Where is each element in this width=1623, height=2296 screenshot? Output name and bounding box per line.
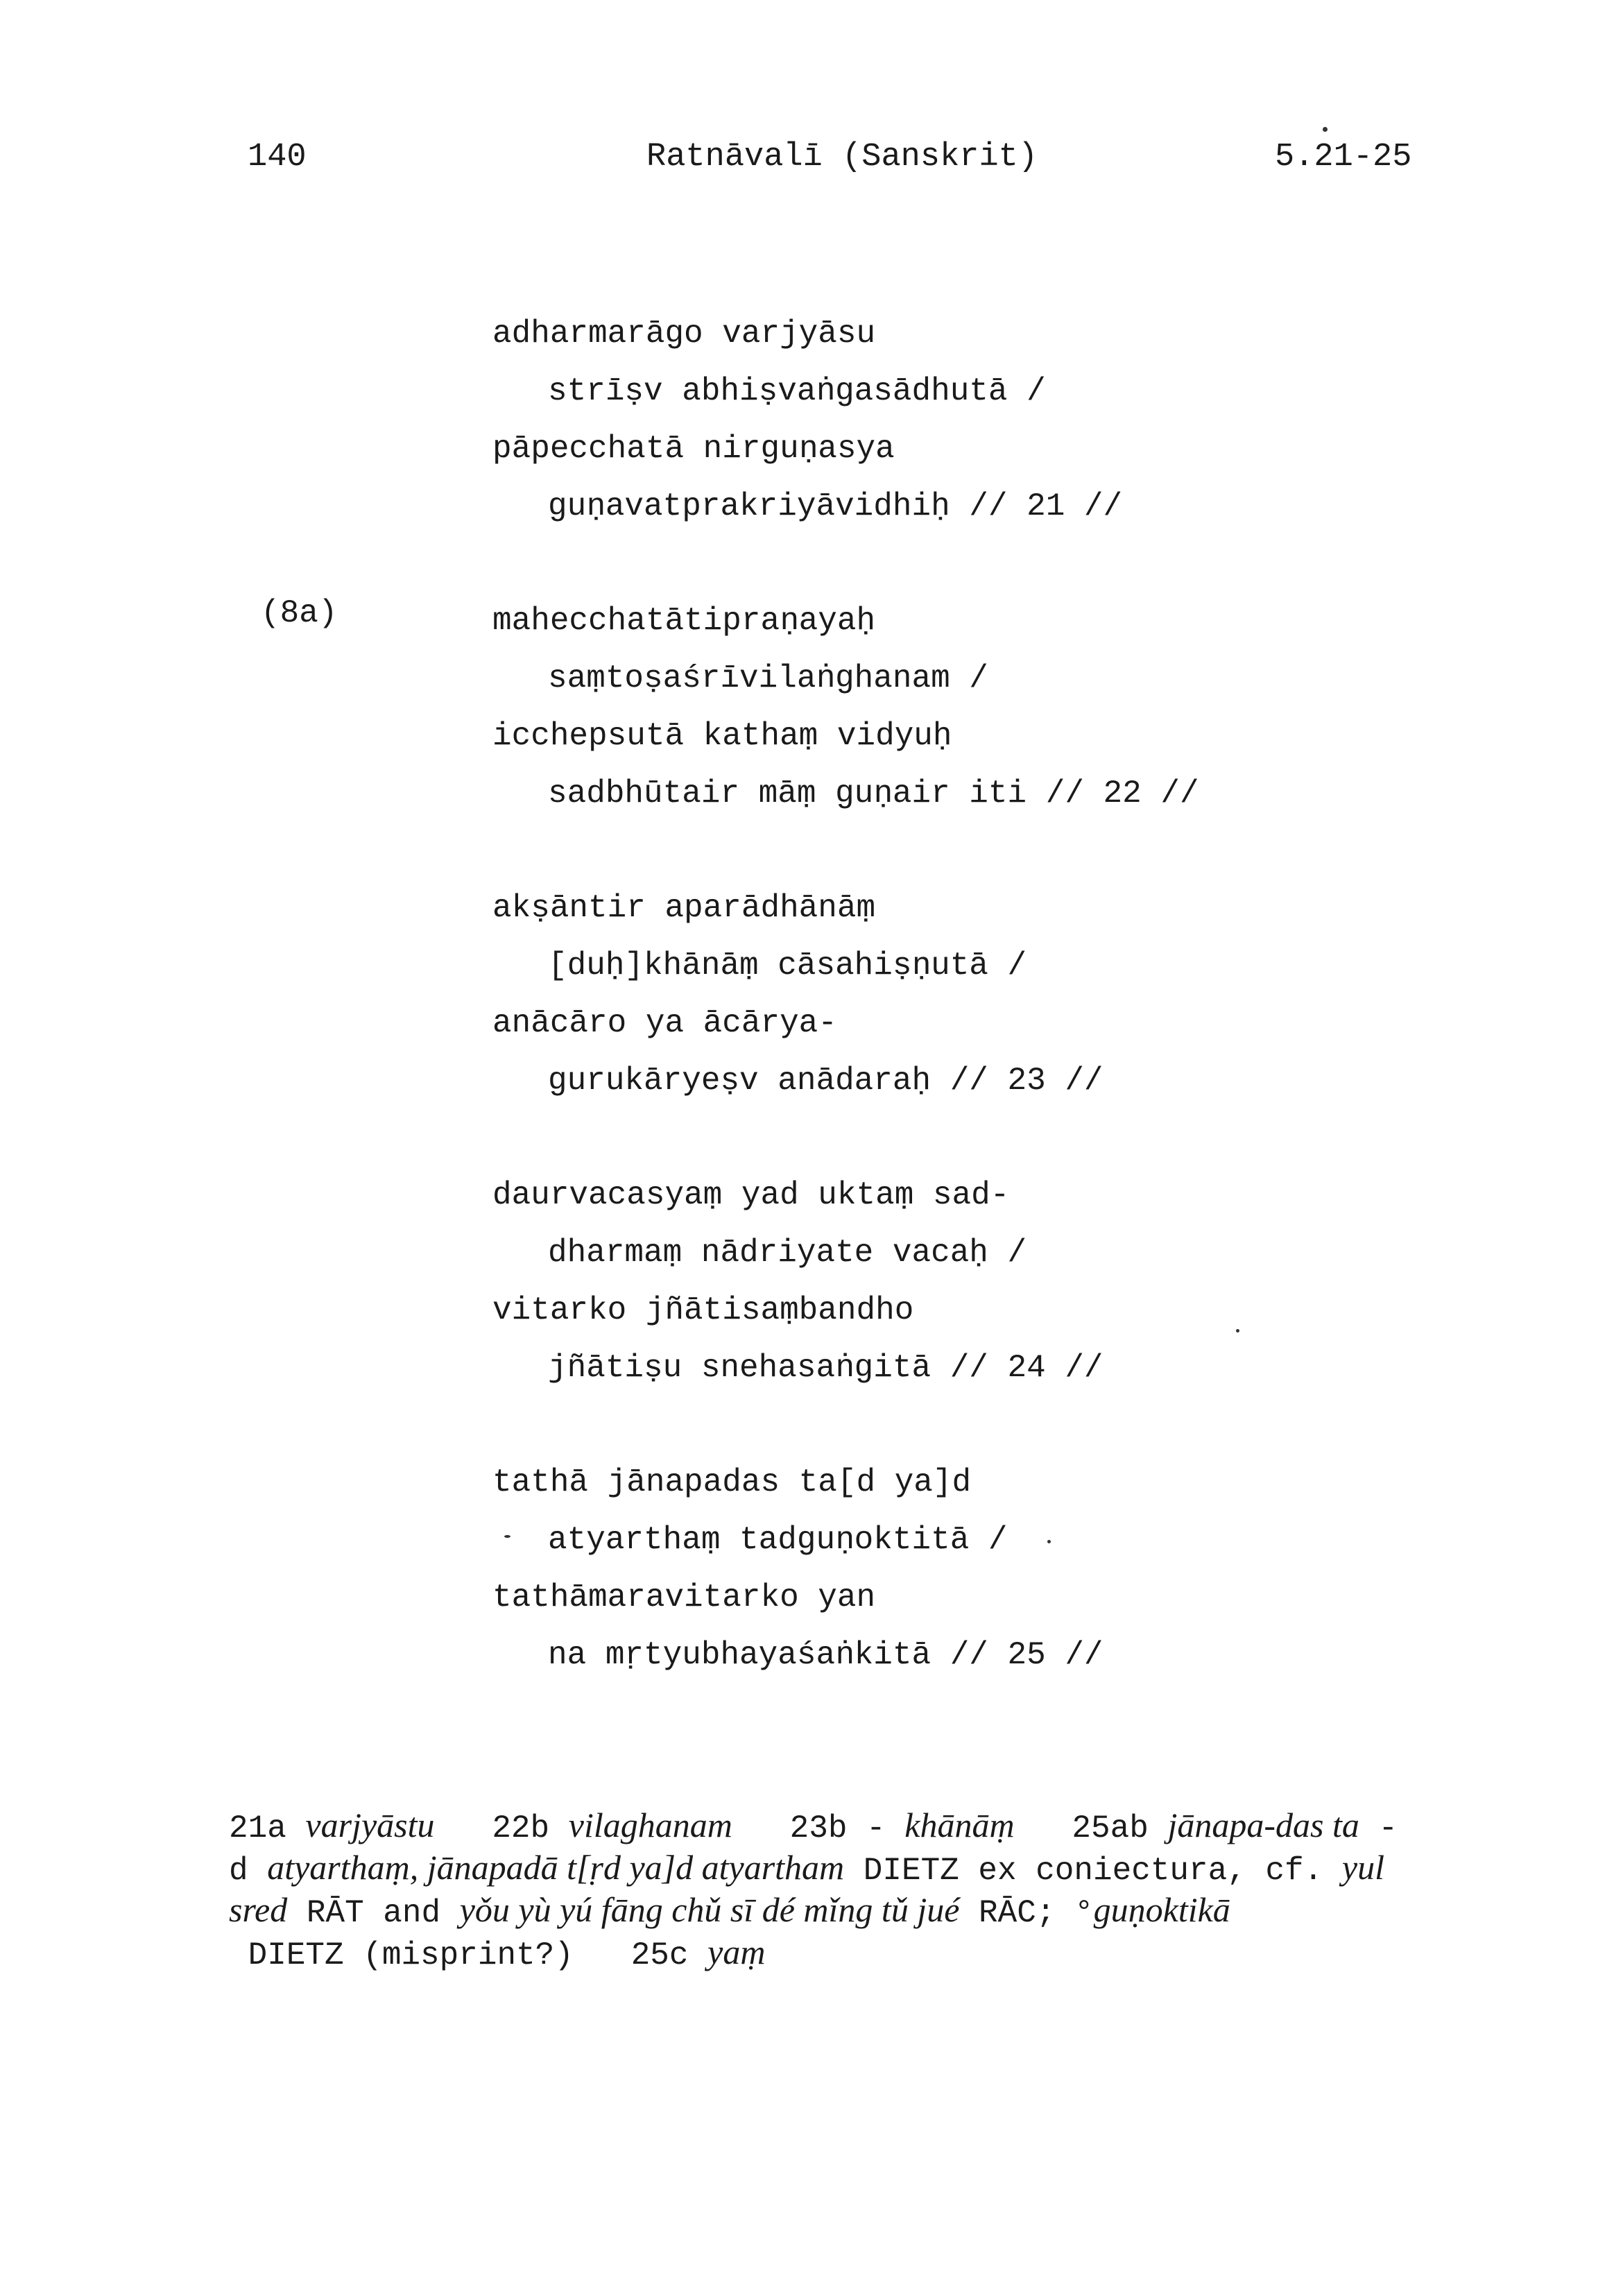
apparatus-ref: DIETZ ex coniectura, cf. — [844, 1853, 1342, 1889]
verse-25-line-c: tathāmaravitarko yan — [492, 1579, 876, 1616]
apparatus-ref: RĀT and — [287, 1895, 460, 1931]
critical-apparatus — [229, 1806, 1422, 1975]
verse-25-line-b: atyarthaṃ tadguṇoktitā / — [548, 1522, 1008, 1558]
apparatus-ref: 25ab — [1014, 1810, 1168, 1847]
verse-24-line-c: vitarko jñātisaṃbandho — [492, 1292, 914, 1328]
verse-21-line-b: strīṣv abhiṣvaṅgasādhutā / — [548, 373, 1046, 409]
verse-22-line-c: icchepsutā kathaṃ vidyuḥ — [492, 718, 952, 754]
apparatus-ref: RĀC; ° — [959, 1895, 1094, 1931]
verse-range: 5.21-25 — [1275, 139, 1412, 175]
verse-24-line-d: jñātiṣu snehasaṅgitā // 24 // — [548, 1350, 1104, 1386]
verse-23-line-b: [duḥ]khānāṃ cāsahiṣṇutā / — [548, 948, 1027, 984]
verse-22-line-d: sadbhūtair māṃ guṇair iti // 22 // — [548, 776, 1199, 812]
verse-25-line-d: na mṛtyubhayaśaṅkitā // 25 // — [548, 1637, 1104, 1673]
apparatus-ref: 21a — [229, 1810, 306, 1847]
running-title: Ratnāvalī (Sanskrit) — [646, 139, 1038, 175]
apparatus-reading: vilaghanam — [568, 1806, 732, 1844]
scan-speck — [1236, 1329, 1239, 1333]
apparatus-reading: khānāṃ — [904, 1806, 1015, 1844]
apparatus-reading: jānapa-das ta — [1167, 1806, 1359, 1844]
verse-25-line-a: tathā jānapadas ta[d ya]d — [492, 1464, 972, 1500]
scan-speck — [504, 1535, 510, 1538]
folio-marker: (8a) — [261, 595, 338, 631]
verse-22-line-a: mahecchatātipraṇayaḥ — [492, 603, 876, 639]
apparatus-ref: 22b — [434, 1810, 569, 1847]
verse-23-line-c: anācāro ya ācārya- — [492, 1005, 837, 1041]
verse-21-line-d: guṇavatprakriyāvidhiḥ // 21 // — [548, 488, 1123, 524]
page-number: 140 — [248, 139, 307, 175]
scan-speck — [1323, 127, 1328, 132]
verse-24-line-b: dharmaṃ nādriyate vacaḥ / — [548, 1235, 1027, 1271]
verse-22-line-b: saṃtoṣaśrīvilaṅghanam / — [548, 660, 988, 696]
apparatus-ref: DIETZ (misprint?) 25c — [229, 1937, 708, 1973]
apparatus-reading: atyarthaṃ, jānapadā t[ṛd ya]d atyartham — [267, 1848, 845, 1887]
verse-23-line-a: akṣāntir aparādhānāṃ — [492, 890, 876, 926]
verse-21-line-c: pāpecchatā nirguṇasya — [492, 431, 895, 467]
scan-speck — [1047, 1540, 1051, 1543]
apparatus-reading: yul sred — [229, 1848, 1384, 1929]
verse-21-line-a: adharmarāgo varjyāsu — [492, 316, 876, 352]
apparatus-ref: 23b - — [732, 1810, 905, 1847]
apparatus-ref: - d — [229, 1810, 1398, 1889]
apparatus-reading: varjyāstu — [305, 1806, 435, 1844]
verse-24-line-a: daurvacasyaṃ yad uktaṃ sad- — [492, 1177, 1010, 1213]
apparatus-reading: yaṃ — [707, 1933, 766, 1971]
apparatus-reading: guṇoktikā — [1093, 1890, 1230, 1929]
verse-23-line-d: gurukāryeṣv anādaraḥ // 23 // — [548, 1063, 1104, 1099]
apparatus-reading: yǒu yù yú fāng chǔ sī dé mǐng tǔ jué — [459, 1890, 960, 1929]
